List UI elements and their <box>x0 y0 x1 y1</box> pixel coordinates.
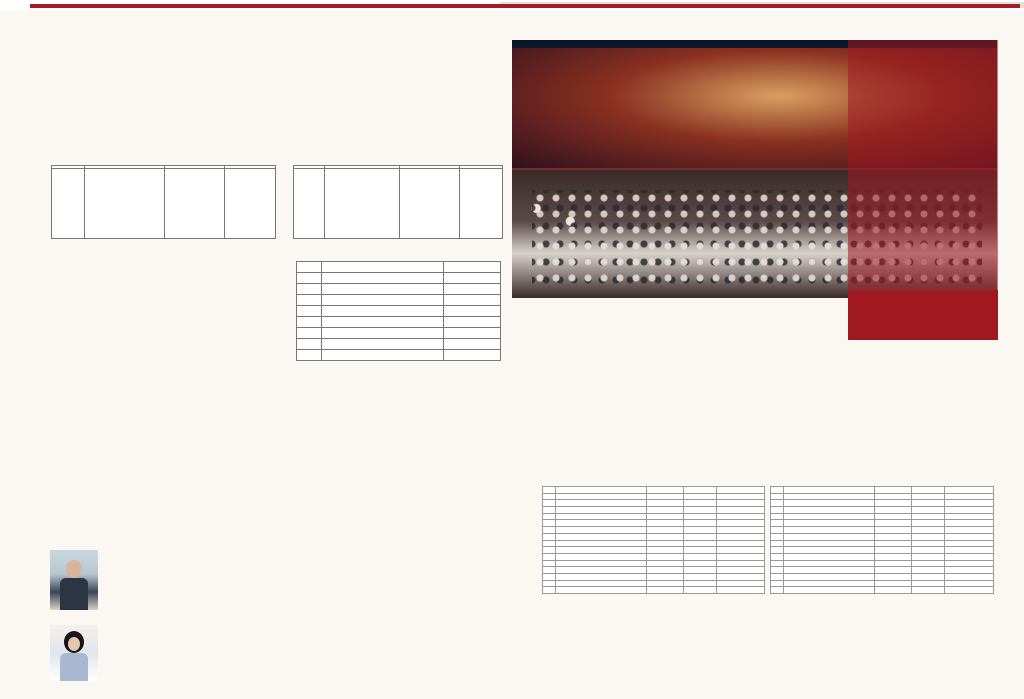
award-row <box>543 533 765 540</box>
award-row <box>771 540 994 547</box>
practice-base-row <box>297 284 501 295</box>
practice-base-table <box>296 261 501 361</box>
award-row <box>771 520 994 527</box>
award-row <box>771 547 994 554</box>
award-row <box>543 553 765 560</box>
award-row <box>771 500 994 507</box>
practice-base-row <box>297 339 501 350</box>
awards-table-left <box>542 486 765 594</box>
teacher-photo-ji <box>50 625 98 681</box>
award-row <box>543 520 765 527</box>
practice-base-row <box>297 295 501 306</box>
practice-base-row <box>297 328 501 339</box>
award-row <box>543 493 765 500</box>
award-row <box>771 567 994 574</box>
award-row <box>543 560 765 567</box>
major-table-dance <box>293 165 503 239</box>
awards-table-right <box>770 486 994 594</box>
award-row <box>771 493 994 500</box>
award-row <box>771 573 994 580</box>
award-row <box>543 587 765 594</box>
award-row <box>543 547 765 554</box>
award-row <box>771 580 994 587</box>
award-row <box>771 513 994 520</box>
award-row <box>543 580 765 587</box>
top-decorative-bar <box>0 0 1024 10</box>
award-row <box>543 507 765 514</box>
award-row <box>771 560 994 567</box>
award-row <box>543 500 765 507</box>
award-row <box>543 513 765 520</box>
practice-base-row <box>297 350 501 361</box>
major-table-music <box>51 165 276 239</box>
award-row <box>771 527 994 534</box>
award-row <box>771 587 994 594</box>
award-row <box>543 567 765 574</box>
practice-base-row <box>297 317 501 328</box>
award-row <box>771 507 994 514</box>
award-row <box>543 540 765 547</box>
award-row <box>543 573 765 580</box>
award-row <box>543 527 765 534</box>
practice-base-row <box>297 273 501 284</box>
academy-label-box <box>848 290 998 340</box>
award-row <box>771 553 994 560</box>
practice-base-row <box>297 306 501 317</box>
teacher-photo-xu <box>50 550 98 610</box>
award-row <box>771 533 994 540</box>
